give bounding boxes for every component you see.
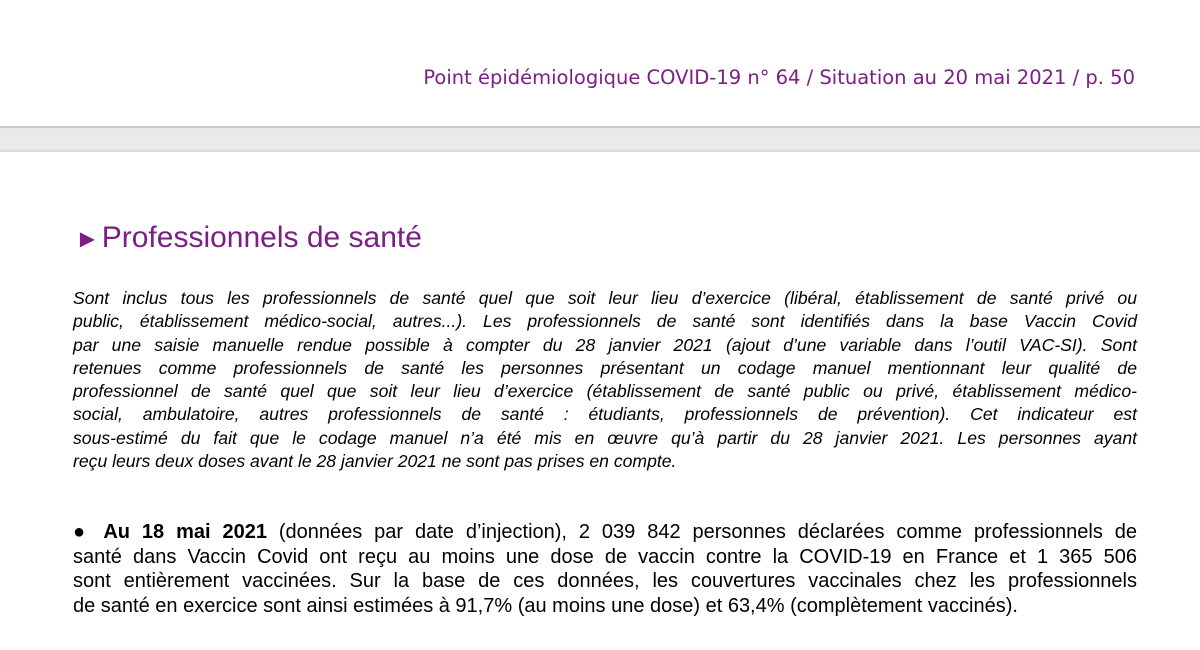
intro-line: sous-estimé du fait que le codage manuel n’a été mis en œuvre qu’à partir du 28 janvier 2021. Les personnes ayant <box>73 427 1137 448</box>
bullet-icon: ● <box>73 521 92 543</box>
page-header <box>0 0 1200 126</box>
section-title-text: Professionnels de santé <box>101 221 422 254</box>
bullet-line: santé dans Vaccin Covid ont reçu au moins une dose de vaccin contre la COVID-19 en France et 1 365 506 <box>73 545 1137 568</box>
triangle-arrow-icon: ► <box>75 225 100 253</box>
intro-paragraph <box>73 287 1137 473</box>
bullet-line: sont entièrement vaccinées. Sur la base de ces données, les couvertures vaccinales chez les professionnels <box>73 570 1137 592</box>
section-title <box>75 221 422 255</box>
intro-line: par une saisie manuelle rendue possible à compter du 28 janvier 2021 (ajout d’une variable dans l’outil VAC-SI). Sont <box>73 334 1137 355</box>
intro-line: professionnel de santé quel que soit leur lieu d’exercice (établissement de santé public ou privé, établissement médico- <box>73 381 1137 402</box>
intro-line: Sont inclus tous les professionnels de santé quel que soit leur lieu d’exercice (libéral, établissement de santé privé ou <box>73 288 1137 308</box>
bullet-date: Au 18 mai 2021 <box>103 521 267 543</box>
intro-line: retenues comme professionnels de santé les personnes présentant un codage manuel mentionnant leur qualité de <box>73 357 1137 378</box>
page-separator <box>0 126 1200 152</box>
bullet-line: de santé en exercice sont ainsi estimées à 91,7% (au moins une dose) et 63,4% (complètement vaccinés). <box>73 594 1018 617</box>
bullet-line <box>73 520 1137 545</box>
bullet-line-text: (données par date d’injection), 2 039 842 personnes déclarées comme professionnels de <box>266 521 1138 543</box>
running-header: Point épidémiologique COVID-19 n° 64 / Situation au 20 mai 2021 / p. 50 <box>423 66 1135 89</box>
bullet-paragraph <box>73 520 1137 618</box>
intro-line: reçu leurs deux doses avant le 28 janvier 2021 ne sont pas prises en compte. <box>73 451 677 472</box>
intro-line: social, ambulatoire, autres professionnels de santé : étudiants, professionnels de prévention). Cet indicateur est <box>73 404 1137 425</box>
intro-line: public, établissement médico-social, autres...). Les professionnels de santé sont identifiés dans la base Vaccin Covid <box>73 311 1137 332</box>
